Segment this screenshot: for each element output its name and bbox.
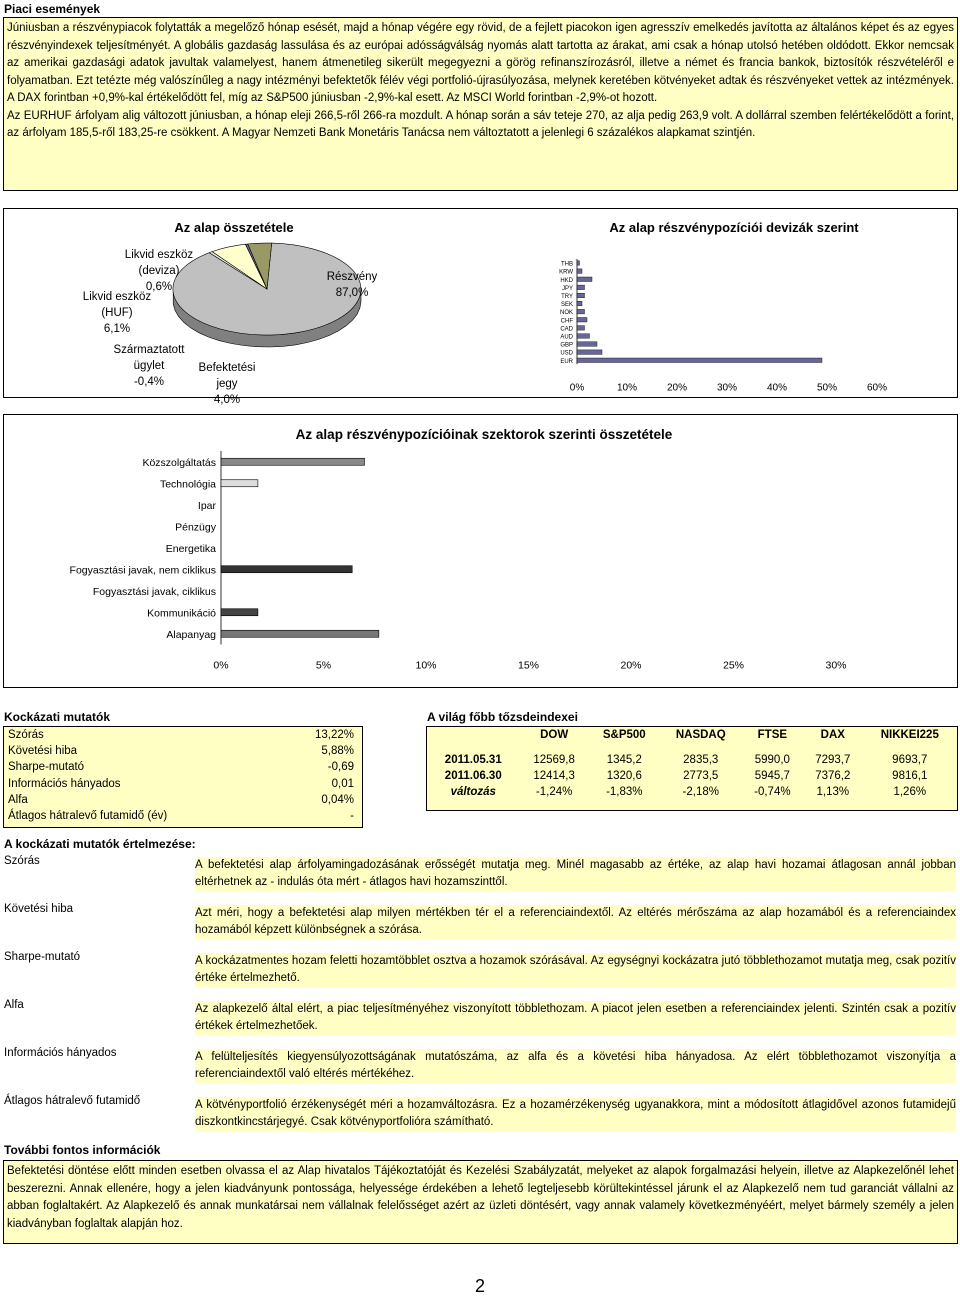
risk-table	[4, 727, 362, 824]
risk-label: Információs hányados	[8, 777, 121, 790]
currency-bar	[577, 309, 585, 314]
pie-label-liquid-fx: Likvid eszköz (deviza) 0,6%	[124, 249, 194, 293]
currency-bar	[577, 261, 580, 266]
indices-table-box	[426, 726, 958, 811]
index-value: 7293,7	[815, 753, 851, 766]
page-number: 2	[474, 1276, 485, 1296]
index-date: változás	[450, 786, 496, 799]
risk-label: Sharpe-mutató	[8, 761, 85, 774]
currency-tick-label: 30%	[716, 382, 738, 394]
further-info-title: További fontos információk	[4, 1143, 161, 1157]
risk-value: 5,88%	[321, 745, 354, 758]
index-value: -0,74%	[754, 786, 791, 799]
sector-bar	[221, 566, 352, 573]
currency-label: SEK	[560, 302, 573, 309]
sector-label: Fogyasztási javak, nem ciklikus	[69, 564, 216, 577]
definition-name: Átlagos hátralevő futamidő	[4, 1095, 141, 1107]
sector-label: Közszolgáltatás	[142, 456, 216, 469]
index-header: DOW	[540, 729, 569, 742]
currency-tick-label: 10%	[616, 382, 638, 394]
risk-row	[4, 759, 362, 775]
index-value: 7376,2	[815, 769, 851, 782]
sector-label: Fogyasztási javak, ciklikus	[92, 585, 216, 598]
index-value: -1,24%	[535, 786, 573, 799]
market-events-paragraph-2: Az EURHUF árfolyam alig változott júniusban, a hónap eleji 266,5-ről 266-ra mozdult. A hónap során a sáv teteje 270, az alja pedig 263,9 volt. A dollárral szemben felértékelődött a forint, az árfolyam 185,5-ről 183,25-re csökkent. A Magyar Nemzeti Bank Monetáris Tanácsa nem változtatott a jelenlegi 6 százalékos alapkamat szintjén.	[7, 109, 954, 139]
currency-label: EUR	[560, 358, 573, 365]
risk-title: Kockázati mutatók	[4, 710, 111, 724]
definitions-title: A kockázati mutatók értelmezése:	[4, 837, 196, 851]
definition-name: Szórás	[4, 855, 40, 867]
further-info-box	[3, 1160, 958, 1244]
index-header: NIKKEI225	[880, 729, 939, 742]
definition-name: Sharpe-mutató	[4, 951, 81, 963]
index-row	[427, 784, 957, 800]
index-date: 2011.05.31	[444, 753, 502, 766]
index-value: 2773,5	[683, 769, 719, 782]
currency-tick-label: 20%	[666, 382, 688, 394]
currency-bar	[577, 342, 597, 347]
risk-row	[4, 808, 362, 824]
definition-text: Azt méri, hogy a befektetési alap milyen mértékben tér el a referenciaindextől. Az eltérés mérőszáma az alap hozamából és a referenciaindex hozamából képzett különbségnek a szórása.	[195, 905, 956, 939]
definition-item	[4, 855, 956, 901]
currency-bar	[577, 277, 592, 282]
indices-title: A világ főbb tőzsdeindexei	[427, 710, 578, 724]
sector-label: Alapanyag	[166, 628, 216, 641]
currency-label: TRY	[561, 294, 573, 300]
sector-label: Ipar	[197, 499, 216, 512]
index-row	[427, 768, 957, 784]
sector-tick-label: 15%	[517, 659, 540, 672]
index-value: 5945,7	[754, 769, 790, 782]
sector-label: Pénzügy	[175, 521, 216, 534]
sector-tick-label: 20%	[620, 659, 642, 672]
currency-bar-chart	[524, 249, 944, 399]
currency-tick-label: 40%	[766, 382, 788, 394]
index-value: 9816,1	[892, 769, 928, 782]
currency-tick-label: 60%	[866, 382, 888, 394]
risk-value: -	[350, 810, 354, 823]
risk-value: 13,22%	[314, 729, 354, 742]
sector-bar	[221, 609, 258, 616]
risk-value: 0,01	[331, 777, 354, 790]
currency-label: AUD	[560, 334, 573, 341]
currency-bar	[577, 285, 585, 290]
market-events-box	[3, 17, 958, 191]
sector-bar	[221, 458, 365, 465]
currency-bar	[577, 301, 582, 306]
definition-item	[4, 1095, 956, 1141]
sector-label: Kommunikáció	[147, 607, 216, 620]
indices-table	[427, 727, 957, 801]
sector-bar	[221, 480, 258, 487]
sector-label: Energetika	[165, 542, 216, 555]
market-events-title: Piaci események	[4, 2, 101, 16]
index-value: 1320,6	[606, 769, 642, 782]
definition-text: A befektetési alap árfolyamingadozásának erősségét mutatja meg. Minél magasabb az értéke, az alap havi hozamai átlagosan annál jobban eltérhetnek az - indulás óta mért - átlagos havi hozamszinttől.	[195, 857, 956, 891]
risk-table-box	[3, 726, 363, 828]
currency-label: JPY	[561, 285, 573, 292]
top-charts-box	[3, 208, 958, 406]
pie-chart-title: Az alap összetétele	[174, 220, 294, 235]
pie-label-liquid-huf: Likvid eszköz (HUF) 6,1%	[82, 291, 152, 335]
index-date: 2011.06.30	[444, 769, 502, 782]
sector-bar-chart	[4, 445, 954, 685]
currency-label: KRW	[559, 269, 573, 276]
risk-row	[4, 727, 362, 743]
currency-bar	[577, 293, 585, 298]
index-value: 1,26%	[893, 786, 927, 799]
pie-label-fund-units: Befektetési jegy 4,0%	[198, 362, 256, 406]
sector-chart-title: Az alap részvénypozícióinak szektorok szerinti összetétele	[295, 427, 673, 442]
currency-bar	[577, 334, 590, 339]
definition-item	[4, 903, 956, 949]
index-header: S&P500	[602, 729, 646, 742]
risk-value: 0,04%	[321, 793, 354, 806]
currency-bar	[577, 350, 602, 355]
currency-bar	[577, 269, 582, 274]
definition-item	[4, 999, 956, 1045]
index-value: 12569,8	[533, 753, 575, 766]
pie-label-equity: Részvény 87,0%	[326, 271, 378, 299]
pie-label-derivative: Származtatott ügylet -0,4%	[113, 344, 185, 388]
currency-chart-title: Az alap részvénypozíciói devizák szerint	[609, 220, 859, 235]
index-header: DAX	[820, 729, 845, 742]
currency-tick-label: 50%	[816, 382, 838, 394]
currency-label: NOK	[559, 310, 573, 317]
sector-tick-label: 5%	[315, 659, 332, 672]
risk-value: -0,69	[327, 761, 354, 774]
index-value: -1,83%	[606, 786, 643, 799]
currency-bar	[577, 318, 587, 323]
sector-tick-label: 10%	[415, 659, 437, 672]
index-value: 1345,2	[606, 753, 642, 766]
definition-text: A kockázatmentes hozam feletti hozamtöbblet osztva a hozamok szórásával. Az egységnyi kockázatra jutó többlethozamot mutatja meg, csak pozitív értéke értelmezhető.	[195, 953, 956, 987]
index-value: -2,18%	[682, 786, 719, 799]
index-value: 9693,7	[892, 753, 928, 766]
sector-tick-label: 30%	[825, 659, 847, 672]
market-events-paragraph-1: Júniusban a részvénypiacok folytatták a megelőző hónap esését, majd a hónap végére egy rövid, de a fejlett piacokon igen agresszív emelkedés javította az általános képet és az egyes részvényindexek teljesítményét. A globális gazdaság lassulása és az európai adósságválság nyomás alatt tartotta az árakat, ami csak a hónap utolsó hetében oldódott. Ekkor nemcsak az amerikai gazdasági adatok javultak valamelyest, hanem átmenetileg sikerült megegyezni a görög refinanszírozásról, illetve a német és francia bankok, biztosítók részvételéről e folyamatban. Ezt tetézte még valószínűleg a nagy intézményi befektetők félév végi portfolió-újrasúlyozása, melynek keretében kötvényeket adtak és részvényeket vettek az intézmények. A DAX forintban +0,9%-kal értékelődött fel, míg az S&P500 júniusban -2,9%-kal esett. Az MSCI World forintban -2,9%-ot hozott.	[7, 22, 954, 104]
definition-text: A felülteljesítés kiegyensúlyozottságának mutatószáma, az alfa és a követési hiba hányadosa. Az elért többlethozamot viszonyítja a referenciaindextől való eltérés mértékéhez.	[195, 1049, 956, 1083]
index-value: 12414,3	[533, 769, 575, 782]
sector-bar	[221, 630, 379, 637]
risk-row	[4, 792, 362, 808]
definition-text: A kötvényportfolió érzékenységét méri a hozamváltozásra. Ez a hozamérzékenység ugyanakkora, mint a módosított átlagidővel azonos futamidejű diszkontkincstárjegyé. Csak kötvényportfolióra számítható.	[195, 1097, 956, 1131]
definition-item	[4, 1047, 956, 1093]
currency-bar	[577, 326, 585, 331]
currency-label: THB	[561, 261, 573, 268]
risk-row	[4, 743, 362, 759]
risk-label: Követési hiba	[8, 745, 78, 758]
index-header: NASDAQ	[675, 729, 726, 742]
risk-label: Szórás	[8, 729, 44, 742]
index-header: FTSE	[757, 729, 788, 742]
currency-label: CAD	[560, 326, 573, 333]
sector-chart-box	[3, 414, 958, 688]
index-row	[427, 751, 957, 767]
sector-tick-label: 25%	[722, 659, 745, 672]
definition-name: Követési hiba	[4, 903, 74, 915]
currency-tick-label: 0%	[569, 382, 585, 394]
index-value: 5990,0	[754, 753, 790, 766]
index-value: 2835,3	[683, 753, 719, 766]
definition-name: Információs hányados	[4, 1047, 117, 1059]
sector-label: Technológia	[159, 478, 216, 491]
index-value: 1,13%	[816, 786, 850, 799]
index-header	[427, 727, 520, 743]
definition-text: Az alapkezelő által elért, a piac teljesítményéhez viszonyított többlethozam. A piacot jelen esetben a referenciaindex jelenti. Szintén csak a pozitív értékek értelmezhetőek.	[195, 1001, 956, 1035]
risk-label: Alfa	[8, 793, 28, 806]
definitions-list	[0, 855, 960, 1130]
sector-tick-label: 0%	[213, 659, 229, 672]
currency-label: USD	[560, 350, 573, 357]
risk-row	[4, 776, 362, 792]
currency-bar	[577, 358, 822, 363]
definition-item	[4, 951, 956, 997]
currency-label: CHF	[560, 318, 573, 325]
currency-label: HKD	[560, 277, 573, 284]
definition-name: Alfa	[4, 999, 24, 1011]
further-info-text: Befektetési döntése előtt minden esetben olvassa el az Alap hivatalos Tájékoztatóját és Kezelési Szabályzatát, melyeket az alapok forgalmazási helyein, illetve az Alapkezelőnél lehet beszerezni. Annak ellenére, hogy a jelen kiadványunk pontossága, helyessége érdekében a lehető legteljesebb körültekintéssel járunk el az Alapkezelő nem tud garanciát vállalni az abban foglaltakért. Az Alapkezelő és annak munkatársai nem vállalnak felelősséget azért az üzleti döntésért, vagy annak valamely következményéért, melyet bármely személy a jelen kiadványban foglaltak alapján hoz.	[7, 1165, 954, 1230]
risk-label: Átlagos hátralevő futamidő (év)	[8, 810, 168, 823]
currency-label: GBP	[560, 342, 573, 349]
